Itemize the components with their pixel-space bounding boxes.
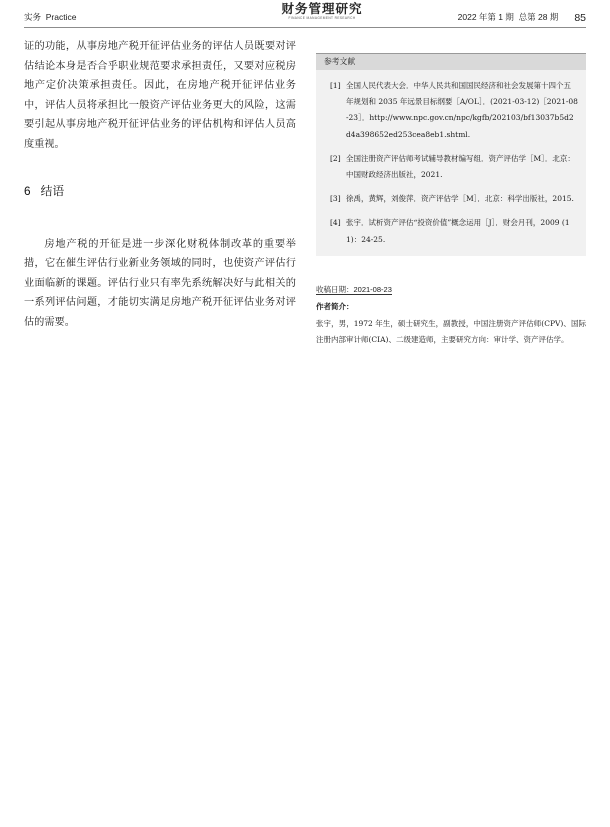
reference-text: 徐禹，黄辉，刘俊萍．资产评估学［M］．北京：科学出版社，2015. [346, 194, 574, 204]
body-paragraph-continued: 证的功能，从事房地产税开征评估业务的评估人员既要对评估结论本身是否合乎职业规范要求承担责任，又要对应税房地产定价决策承担责任。因此，在房地产税开征评估业务中，评估人员将承担比一般资产评估业务更大的风险，这需要引起从事房地产税开征评估业务的评估机构和评估人员高度重视。 [24, 41, 296, 150]
journal-logo-text: 财务管理研究 [281, 1, 363, 16]
reference-item [324, 191, 578, 207]
reference-item [324, 215, 578, 247]
reference-number: [1] [330, 81, 341, 90]
article-meta [316, 282, 586, 349]
references-title: 参考文献 [316, 54, 586, 70]
author-bio: 张宇，男，1972 年生，硕士研究生，副教授，中国注册资产评估师(CPV)、国际注册内部审计师(CIA)、二级建造师，主要研究方向：审计学、资产评估学。 [316, 318, 586, 345]
reference-item [324, 151, 578, 183]
section-label-zh: 实务 [24, 12, 42, 22]
section-label-en: Practice [45, 12, 77, 22]
reference-number: [3] [330, 194, 341, 204]
journal-logo [274, 2, 370, 21]
journal-logo-subtitle: FINANCE MANAGEMENT RESEARCH [288, 16, 356, 20]
reference-number: [4] [330, 218, 341, 228]
reference-item [324, 78, 578, 143]
section-title: 结语 [40, 183, 65, 198]
conclusion-paragraph: 房地产税的开征是进一步深化财税体制改革的重要举措，它在催生评估行业新业务领域的同时，也使资产评估行业面临新的课题。评估行业只有率先系统解决好与此相关的一系列评估问题，才能切实满足房地产税开征评估业务对评估的需要。 [24, 238, 296, 328]
references-box [316, 53, 586, 256]
reference-number: [2] [330, 153, 341, 163]
issue-label: 2022 年第 1 期 [457, 12, 514, 22]
reference-text: 全国人民代表大会．中华人民共和国国民经济和社会发展第十四个五年规划和 2035 年远景目标纲要［A/OL］．(2021-03-12)［2021-08-23］．http://www.npc.gov.cn/npc/kgfb/202103/bf13037b5d2d4a398652ed253cea8eb1.shtml. [346, 81, 578, 139]
reference-text: 全国注册资产评估师考试辅导教材编写组．资产评估学［M］．北京：中国财政经济出版社，2021. [346, 153, 575, 180]
side-column [316, 53, 586, 349]
issue-info [458, 11, 586, 23]
total-issue-label: 总第 28 期 [518, 12, 559, 22]
received-date-label: 收稿日期：2021-08-23 [316, 284, 392, 294]
header-divider [24, 27, 586, 28]
section-number: 6 [24, 183, 31, 198]
running-head-section [24, 11, 76, 23]
reference-text: 张宇．试析资产评估“投资价值”概念运用［J］．财会月刊，2009 (11)：24-25. [346, 218, 570, 244]
received-date-value: 2021-08-23 [353, 284, 392, 294]
main-text-column [24, 37, 296, 333]
received-date-line [316, 282, 586, 298]
author-heading: 作者简介： [316, 301, 354, 311]
page-header [24, 0, 586, 28]
section-heading [24, 182, 296, 212]
page-number: 85 [574, 12, 586, 24]
